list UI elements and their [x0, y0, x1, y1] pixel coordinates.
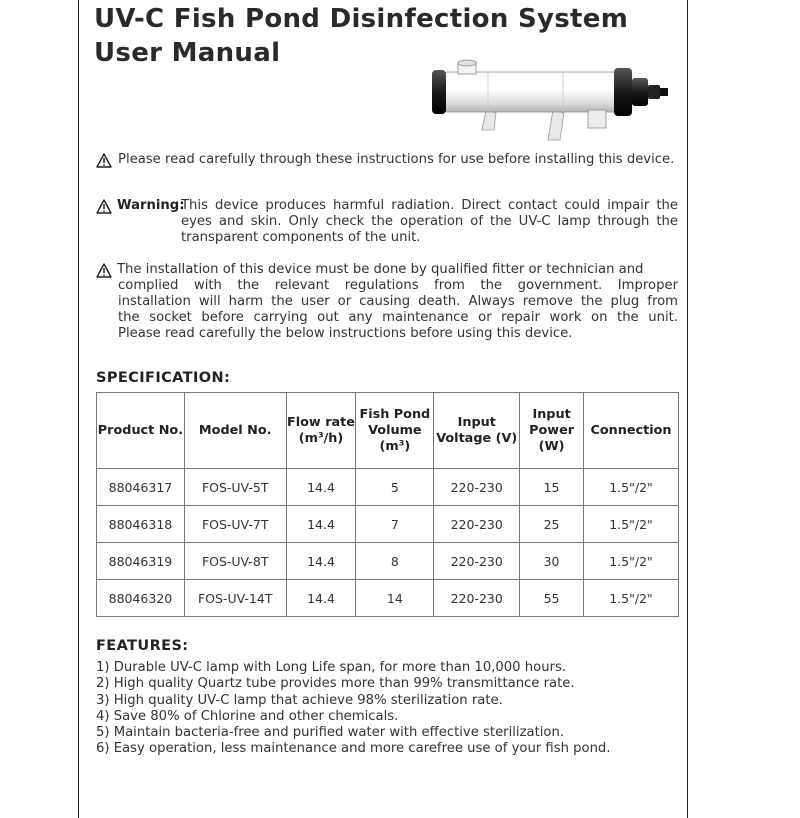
cell-product-no: 88046320: [97, 580, 185, 617]
features-heading: FEATURES:: [96, 638, 189, 654]
header-input-voltage: Input Voltage (V): [434, 393, 520, 469]
table-row: [97, 469, 679, 506]
cell-product-no: 88046317: [97, 469, 185, 506]
cell-product-no: 88046318: [97, 506, 185, 543]
cell-input-voltage: 220-230: [434, 506, 520, 543]
cell-model-no: FOS-UV-14T: [184, 580, 286, 617]
cell-flow-rate: 14.4: [286, 543, 356, 580]
title-line-2: User Manual: [94, 38, 281, 68]
feature-item: 2) High quality Quartz tube provides more than 99% transmittance rate.: [96, 676, 575, 692]
specification-heading: SPECIFICATION:: [96, 370, 231, 386]
feature-item: 4) Save 80% of Chlorine and other chemicals.: [96, 708, 399, 724]
cell-model-no: FOS-UV-8T: [184, 543, 286, 580]
cell-input-power: 30: [520, 543, 584, 580]
cell-connection: 1.5"/2": [584, 543, 679, 580]
table-row: [97, 506, 679, 543]
installation-line: the socket before carrying out any maintenance or repair work on the unit.: [118, 310, 678, 325]
header-pond-volume: Fish Pond Volume (m³): [356, 393, 434, 469]
cell-input-power: 55: [520, 580, 584, 617]
warning-triangle-icon: [96, 263, 112, 278]
cell-pond-volume: 8: [356, 543, 434, 580]
warning-notice: [96, 198, 678, 246]
cell-product-no: 88046319: [97, 543, 185, 580]
feature-item: 1) Durable UV-C lamp with Long Life span, for more than 10,000 hours.: [96, 660, 567, 675]
header-connection: Connection: [584, 393, 679, 469]
cell-flow-rate: 14.4: [286, 506, 356, 543]
installation-line: Please read carefully the below instructions before using this device.: [118, 326, 573, 341]
title-line-1: UV-C Fish Pond Disinfection System: [94, 4, 629, 34]
cell-input-voltage: 220-230: [434, 580, 520, 617]
installation-line: complied with the relevant regulations from the government. Improper: [118, 278, 678, 293]
cell-flow-rate: 14.4: [286, 580, 356, 617]
installation-notice: [96, 262, 678, 342]
installation-line: installation will harm the user or causing death. Always remove the plug from: [118, 294, 678, 309]
table-row: [97, 580, 679, 617]
warning-text: This device produces harmful radiation. Direct contact could impair the eyes and skin. Only check the operation of the UV-C lamp through the transparent components of the unit.: [181, 198, 678, 245]
cell-pond-volume: 7: [356, 506, 434, 543]
table-row: [97, 543, 679, 580]
cell-model-no: FOS-UV-7T: [184, 506, 286, 543]
cell-model-no: FOS-UV-5T: [184, 469, 286, 506]
uv-c-clarifier-device-image: [428, 58, 676, 148]
features-list: [96, 660, 611, 758]
cell-input-power: 15: [520, 469, 584, 506]
cell-connection: 1.5"/2": [584, 469, 679, 506]
cell-flow-rate: 14.4: [286, 469, 356, 506]
feature-item: 3) High quality UV-C lamp that achieve 98% sterilization rate.: [96, 692, 503, 708]
cell-input-voltage: 220-230: [434, 469, 520, 506]
cell-connection: 1.5"/2": [584, 506, 679, 543]
header-flow-rate: Flow rate (m³/h): [286, 393, 356, 469]
header-input-power: Input Power (W): [520, 393, 584, 469]
header-product-no: Product No.: [97, 393, 185, 469]
cell-input-voltage: 220-230: [434, 543, 520, 580]
cell-connection: 1.5"/2": [584, 580, 679, 617]
cell-pond-volume: 5: [356, 469, 434, 506]
installation-line: The installation of this device must be done by qualified fitter or technician and: [117, 262, 644, 277]
warning-triangle-icon: [96, 199, 112, 214]
table-header-row: [97, 393, 679, 469]
warning-triangle-icon: [96, 153, 112, 168]
cell-pond-volume: 14: [356, 580, 434, 617]
feature-item: 5) Maintain bacteria-free and purified water with effective sterilization.: [96, 725, 565, 741]
feature-item: 6) Easy operation, less maintenance and more carefree use of your fish pond.: [96, 741, 611, 757]
read-instructions-notice: [96, 152, 678, 168]
cell-input-power: 25: [520, 506, 584, 543]
read-first-text: Please read carefully through these instructions for use before installing this device.: [118, 152, 675, 167]
installation-text: [96, 262, 678, 342]
warning-label: Warning:: [117, 198, 185, 213]
header-model-no: Model No.: [184, 393, 286, 469]
specification-table: [96, 392, 679, 617]
